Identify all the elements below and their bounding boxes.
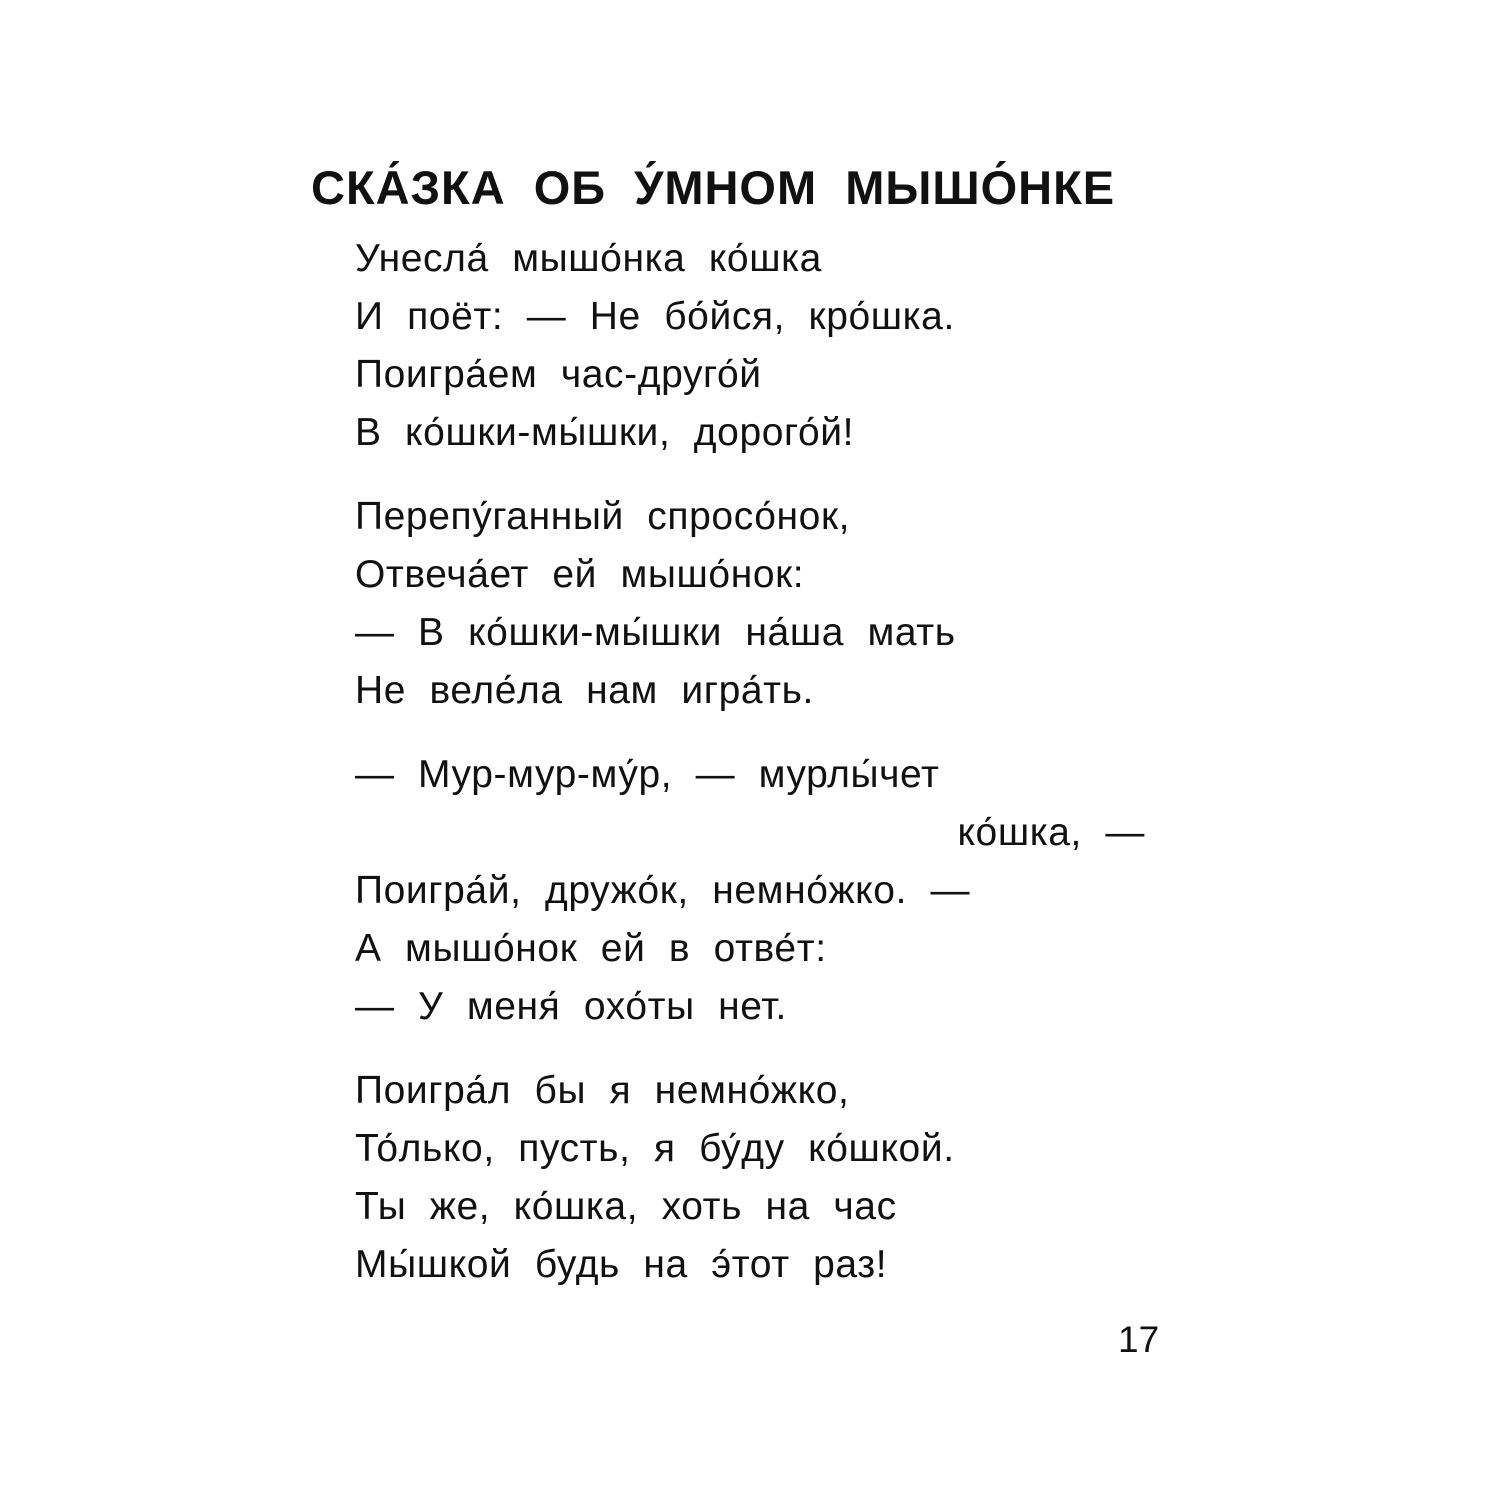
poem-line: Унесла́ мышо́нка ко́шка — [355, 237, 822, 280]
stanza-4 — [355, 1062, 1175, 1294]
poem-title: СКА́ЗКА ОБ У́МНОМ МЫШО́НКЕ — [311, 161, 1116, 214]
poem-line: То́лько, пусть, я бу́ду ко́шкой. — [355, 1127, 955, 1170]
poem-line: Ты же, ко́шка, хоть на час — [355, 1185, 897, 1228]
poem-line: В ко́шки-мы́шки, дорого́й! — [355, 411, 855, 454]
poem-line: Не веле́ла нам игра́ть. — [355, 669, 814, 712]
poem-line: — У меня́ охо́ты нет. — [355, 985, 787, 1028]
poem-line: — В ко́шки-мы́шки на́ша мать — [355, 611, 956, 654]
poem-line: А мышо́нок ей в отве́т: — [355, 927, 827, 970]
poem-line: — Мур-мур-му́р, — мурлы́чет — [355, 753, 940, 796]
stanza-1 — [355, 230, 1175, 462]
poem-body — [355, 230, 1175, 1320]
page-number: 17 — [1118, 1319, 1160, 1360]
stanza-2 — [355, 488, 1175, 720]
poem-line: И поёт: — Не бо́йся, кро́шка. — [355, 295, 955, 338]
poem-line-continuation: ко́шка, — — [957, 811, 1145, 854]
poem-line: Перепу́ганный спросо́нок, — [355, 495, 851, 538]
poem-line: Мы́шкой будь на э́тот раз! — [355, 1243, 888, 1286]
poem-line: Поигра́й, дружо́к, немно́жко. — — [355, 869, 971, 912]
poem-line: Отвеча́ет ей мышо́нок: — [355, 553, 805, 596]
stanza-3 — [355, 746, 1175, 1036]
poem-line: Поигра́ем час-друго́й — [355, 353, 762, 396]
poem-line: Поигра́л бы я немно́жко, — [355, 1069, 850, 1112]
